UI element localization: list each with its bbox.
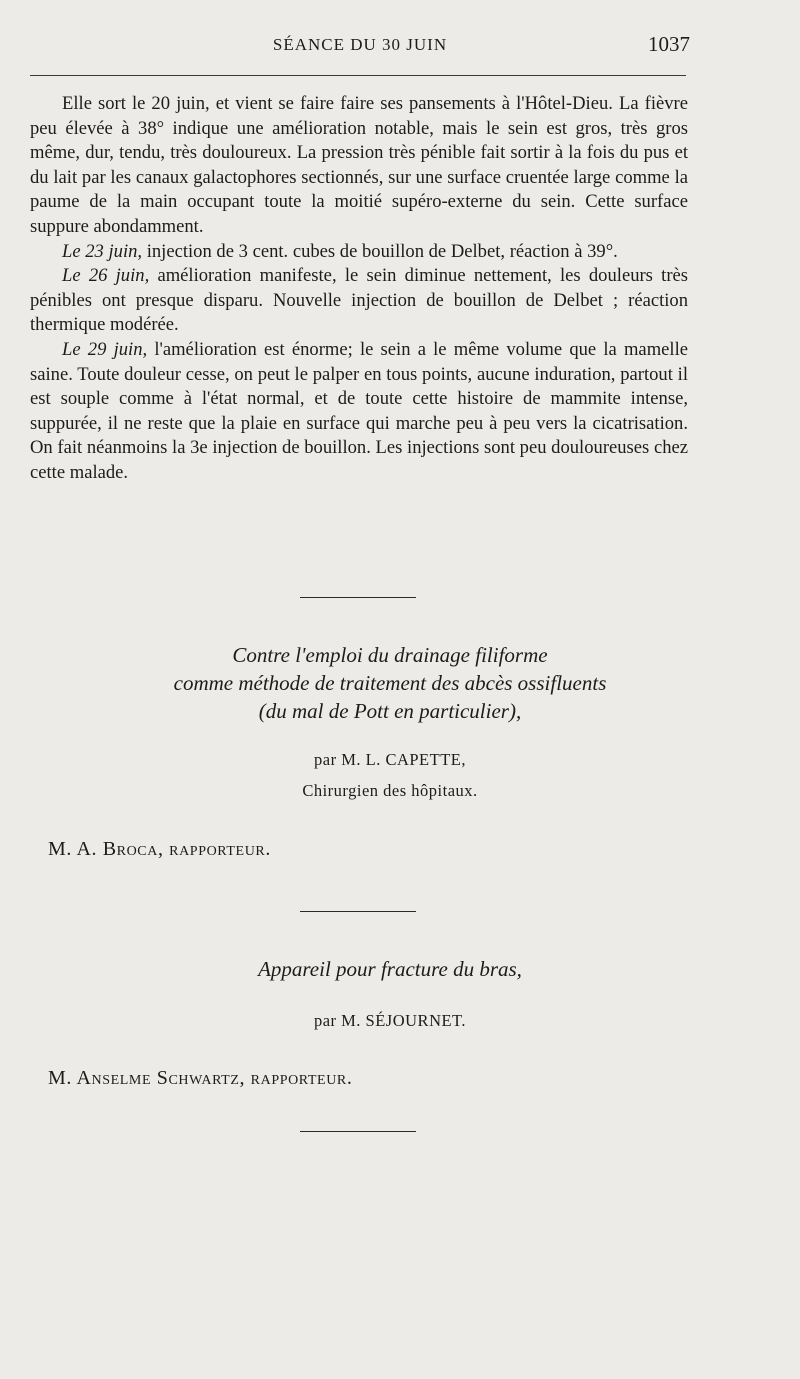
rapporteur-line: M. Anselme Schwartz, rapporteur. [48, 1067, 353, 1089]
date-lead: Le 26 juin, [62, 265, 150, 287]
running-header [30, 32, 690, 62]
section-separator [300, 1131, 416, 1132]
article-title [30, 641, 750, 725]
paragraph-text: amélioration manifeste, le sein diminue nettement, les douleurs très pénibles ont presque disparu. Nouvelle injection de bouillon de Delbet ; réaction thermique modérée. [30, 265, 688, 336]
article-title-line: comme méthode de traitement des abcès ossifluents [173, 671, 607, 695]
paragraph [30, 92, 688, 240]
article-title: Appareil pour fracture du bras, [258, 957, 522, 981]
paragraph [30, 264, 688, 338]
page-number: 1037 [648, 32, 690, 56]
author-affiliation: Chirurgien des hôpitaux. [302, 781, 478, 800]
rapporteur-line: M. A. Broca, rapporteur. [48, 838, 271, 860]
author-byline: par M. L. CAPETTE, [314, 750, 466, 769]
header-rule [30, 75, 686, 76]
paragraph [30, 338, 688, 486]
paragraph-text: Elle sort le 20 juin, et vient se faire faire ses pansements à l'Hôtel-Dieu. La fièvre peu élevée à 38° indique une amélioration notable, mais le sein est gros, très gros même, dur, tendu, très douloureux. La pression très pénible fait sortir à la fois du pus et du lait par les canaux galactophores sectionnés, sur une surface cruentée large comme la paume de la main occupant toute la moitié supéro-externe du sein. Cette surface suppure abondamment. [30, 93, 688, 237]
paragraph [30, 240, 688, 265]
section-separator [300, 597, 416, 598]
date-lead: Le 23 juin, [62, 240, 143, 262]
paragraph-text: injection de 3 cent. cubes de bouillon de Delbet, réaction à 39°. [142, 240, 618, 262]
author-byline: par M. SÉJOURNET. [313, 1011, 467, 1030]
case-report-text [30, 92, 688, 486]
article-title-line: (du mal de Pott en particulier), [258, 699, 522, 723]
article-title-line: Contre l'emploi du drainage filiforme [232, 643, 548, 667]
running-title: SÉANCE DU 30 JUIN [272, 35, 448, 54]
paragraph-text: l'amélioration est énorme; le sein a le même volume que la mamelle saine. Toute douleur cesse, on peut le palper en tous points, aucune induration, partout il est souple comme à l'état normal, et de toute cette histoire de mammite intense, suppurée, il ne reste que la plaie en surface qui marche peu à peu vers la cicatrisation. On fait néanmoins la 3e injection de bouillon. Les injections sont peu douloureuses chez cette malade. [30, 338, 688, 483]
section-separator [300, 911, 416, 912]
date-lead: Le 29 juin, [62, 338, 148, 360]
